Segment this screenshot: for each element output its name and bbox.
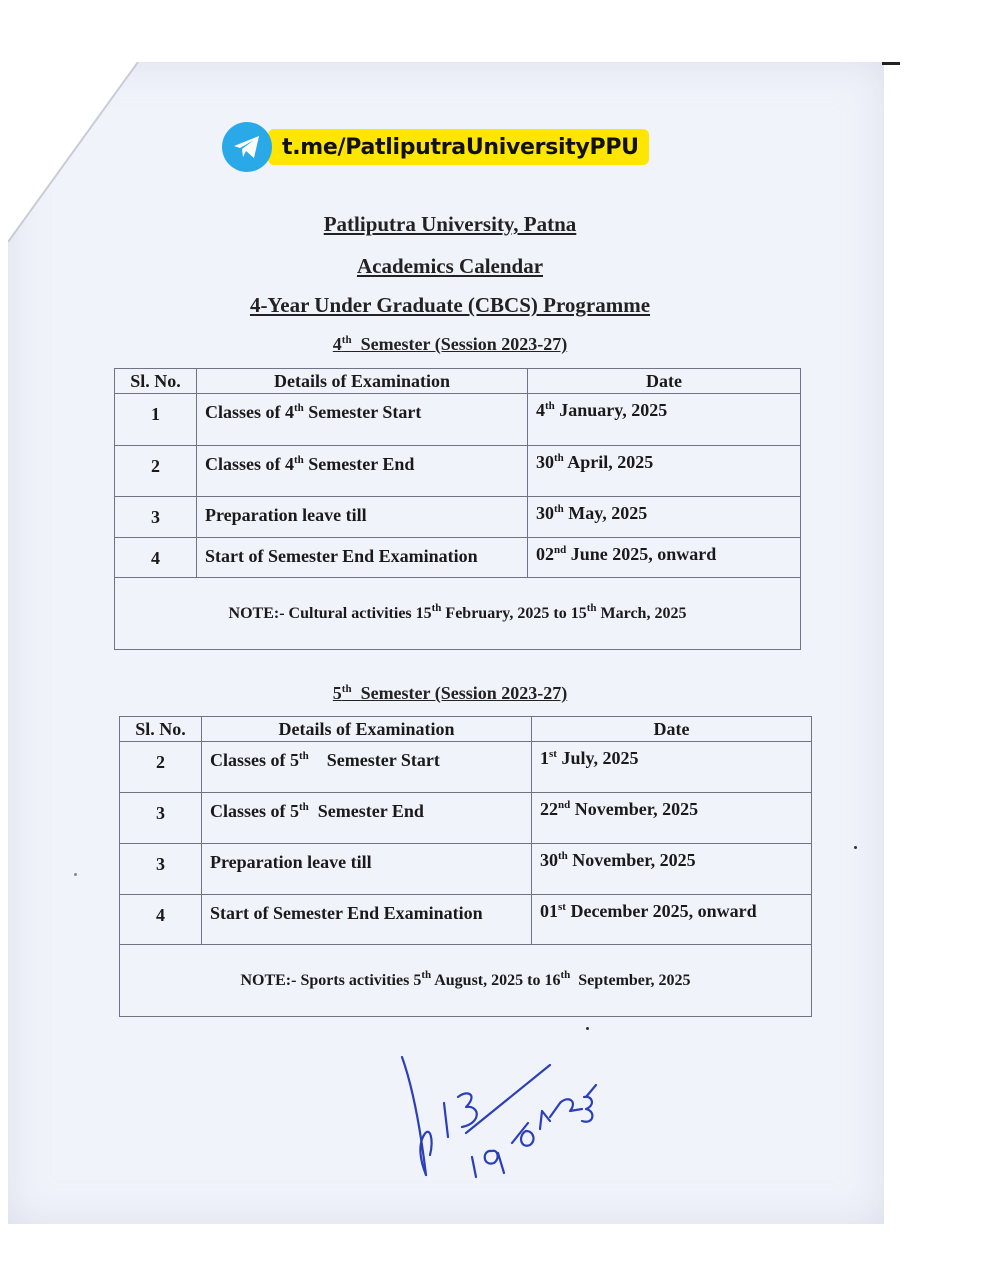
col-date: Date (532, 717, 812, 742)
row-date: 30th November, 2025 (532, 844, 812, 895)
note-text: NOTE:- Cultural activities 15th February, 2025 to 15th March, 2025 (115, 578, 801, 650)
table-row (115, 538, 801, 578)
row-details: Classes of 4th Semester Start (197, 394, 528, 446)
row-date: 22nd November, 2025 (532, 793, 812, 844)
row-sl: 3 (120, 793, 202, 844)
programme-title: 4-Year Under Graduate (CBCS) Programme (249, 293, 651, 317)
semester-4-table (114, 368, 801, 650)
telegram-link-text[interactable]: t.me/PatliputraUniversityPPU (268, 129, 649, 165)
col-details: Details of Examination (197, 369, 528, 394)
scan-speck (854, 846, 857, 849)
row-details: Start of Semester End Examination (202, 895, 532, 945)
row-sl: 4 (120, 895, 202, 945)
row-date: 30th April, 2025 (528, 446, 801, 497)
note-row (115, 578, 801, 650)
row-sl: 3 (120, 844, 202, 895)
scan-edge-mark (882, 62, 900, 65)
handwritten-signature (400, 1045, 610, 1185)
table-row (115, 394, 801, 446)
telegram-icon (222, 122, 272, 172)
row-details: Preparation leave till (202, 844, 532, 895)
row-details: Classes of 4th Semester End (197, 446, 528, 497)
note-row (120, 945, 812, 1017)
table-row (120, 895, 812, 945)
table-header-row (120, 717, 812, 742)
row-sl: 2 (120, 742, 202, 793)
table-row (115, 446, 801, 497)
telegram-link-badge[interactable] (222, 122, 649, 172)
col-date: Date (528, 369, 801, 394)
row-date: 1st July, 2025 (532, 742, 812, 793)
col-sl-no: Sl. No. (120, 717, 202, 742)
row-details: Classes of 5th Semester End (202, 793, 532, 844)
table-row (115, 497, 801, 538)
semester-5-table (119, 716, 812, 1017)
row-sl: 2 (115, 446, 197, 497)
semester-5-title: 5th Semester (Session 2023-27) (332, 683, 568, 703)
row-sl: 1 (115, 394, 197, 446)
row-sl: 3 (115, 497, 197, 538)
scan-speck (74, 873, 77, 876)
row-details: Start of Semester End Examination (197, 538, 528, 578)
row-date: 02nd June 2025, onward (528, 538, 801, 578)
table-header-row (115, 369, 801, 394)
university-title: Patliputra University, Patna (323, 212, 577, 236)
row-date: 30th May, 2025 (528, 497, 801, 538)
calendar-title: Academics Calendar (356, 254, 544, 278)
scan-speck (586, 1027, 589, 1030)
row-details: Classes of 5th Semester Start (202, 742, 532, 793)
semester-4-title: 4th Semester (Session 2023-27) (332, 334, 568, 354)
note-text: NOTE:- Sports activities 5th August, 2025 to 16th September, 2025 (120, 945, 812, 1017)
row-details: Preparation leave till (197, 497, 528, 538)
row-date: 4th January, 2025 (528, 394, 801, 446)
table-row (120, 793, 812, 844)
table-row (120, 844, 812, 895)
row-date: 01st December 2025, onward (532, 895, 812, 945)
col-details: Details of Examination (202, 717, 532, 742)
row-sl: 4 (115, 538, 197, 578)
col-sl-no: Sl. No. (115, 369, 197, 394)
table-row (120, 742, 812, 793)
